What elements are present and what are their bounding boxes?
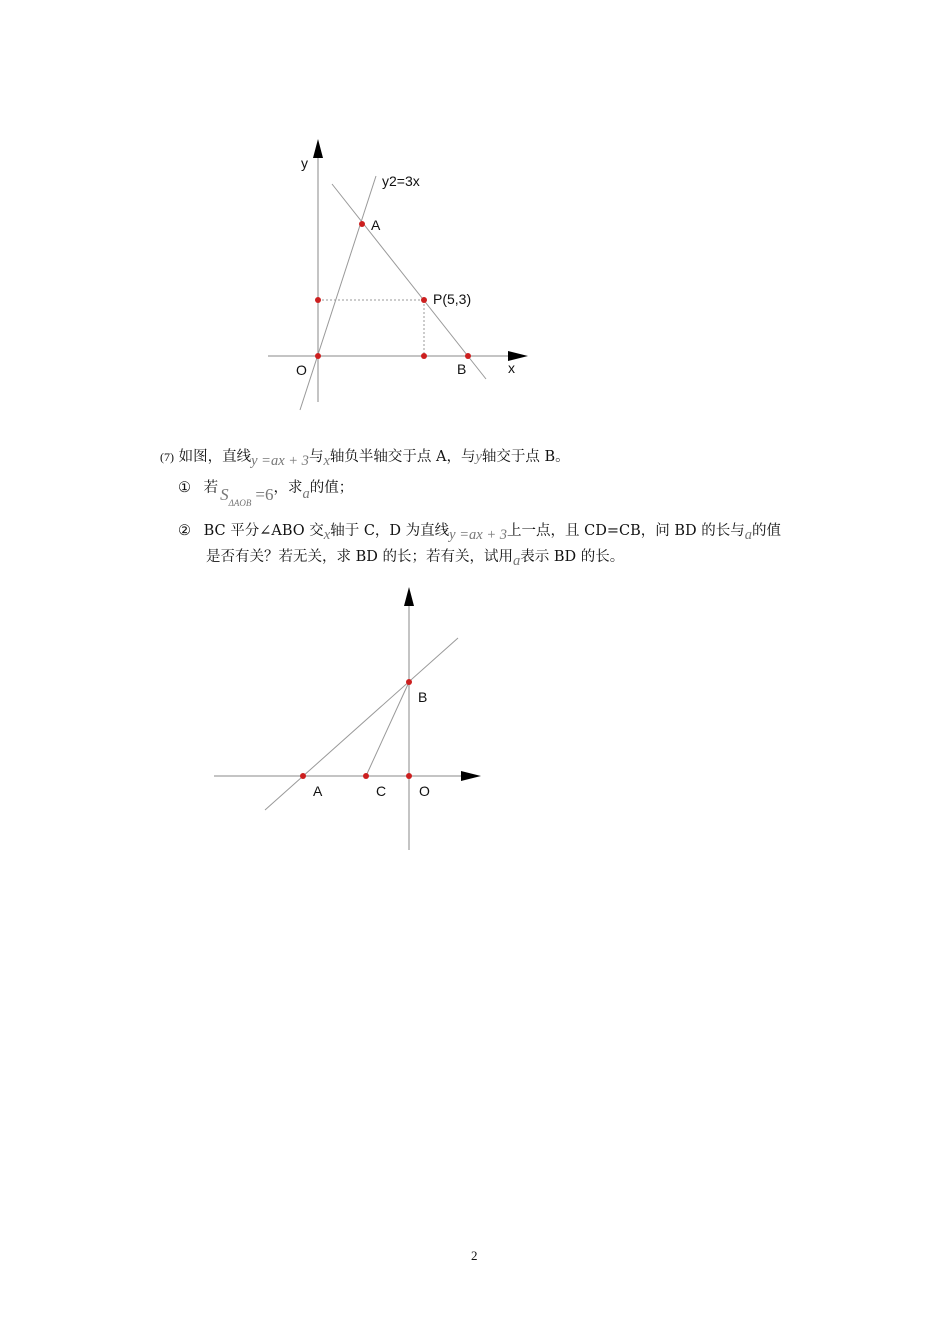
fig2-point-c [363, 773, 369, 779]
problem-text-1: 如图，直线 [178, 449, 252, 465]
part-2-var-x: x [323, 527, 331, 543]
fig2-x-arrow [461, 771, 481, 781]
problem-text-4: 轴交于点 B。 [481, 449, 570, 465]
fig1-label-b: B [457, 361, 467, 377]
part-2-line2-text-2: 表示 BD 的长。 [520, 549, 625, 565]
problem-text-2: 与 [308, 449, 324, 465]
fig2-point-a [300, 773, 306, 779]
part-2-text-1: BC 平分∠ABO 交 [203, 523, 324, 539]
fig1-label-a: A [371, 217, 381, 233]
fig2-label-a: A [313, 783, 323, 799]
part-1-text-2: ，求 [273, 480, 303, 496]
equation-line: y =ax + 3 [251, 453, 309, 469]
fig1-label-p: P(5,3) [433, 291, 472, 307]
fig2-point-b [406, 679, 412, 685]
part-2-line2-text-1: 是否有关？若无关，求 BD 的长；若有关，试用 [206, 549, 513, 565]
part-2-line2-var-a: a [513, 553, 521, 569]
part-1-text-1: 若 [203, 480, 219, 496]
area-symbol: S [220, 485, 229, 504]
fig2-label-o: O [419, 783, 430, 799]
fig1-label-line: y2=3x [382, 173, 420, 189]
part-2-line-2 [206, 548, 625, 569]
fig2-label-b: B [418, 689, 428, 705]
fig2-line-bc [366, 682, 409, 776]
area-value: =6 [255, 485, 274, 504]
problem-7-statement [160, 448, 570, 469]
part-2-text-4: 的值 [751, 523, 781, 539]
fig1-label-o: O [296, 362, 307, 378]
part-2-var-a: a [744, 527, 752, 543]
part-2-text-2: 轴于 C，D 为直线 [330, 523, 450, 539]
problem-text-3: 轴负半轴交于点 A，与 [329, 449, 476, 465]
var-x: x [323, 453, 330, 469]
area-subscript: ΔAOB [228, 498, 252, 508]
problem-number: (7) [160, 450, 174, 464]
fig1-label-y: y [301, 155, 308, 171]
var-y: y [475, 449, 482, 465]
fig1-label-x: x [508, 360, 515, 376]
page-number: 2 [471, 1248, 478, 1263]
part-1-text-3: 的值； [309, 480, 354, 496]
part-2-marker: ② [178, 523, 191, 539]
part-2-line-1 [178, 522, 781, 543]
fig2-label-c: C [376, 783, 387, 799]
var-a: a [302, 486, 310, 502]
fig2-point-o [406, 773, 412, 779]
part-1-marker: ① [178, 480, 191, 496]
part-2-equation: y =ax + 3 [449, 527, 507, 543]
part-2-text-3: 上一点，且 CD=CB，问 BD 的长与 [507, 523, 745, 539]
fig2-y-arrow [404, 587, 414, 606]
